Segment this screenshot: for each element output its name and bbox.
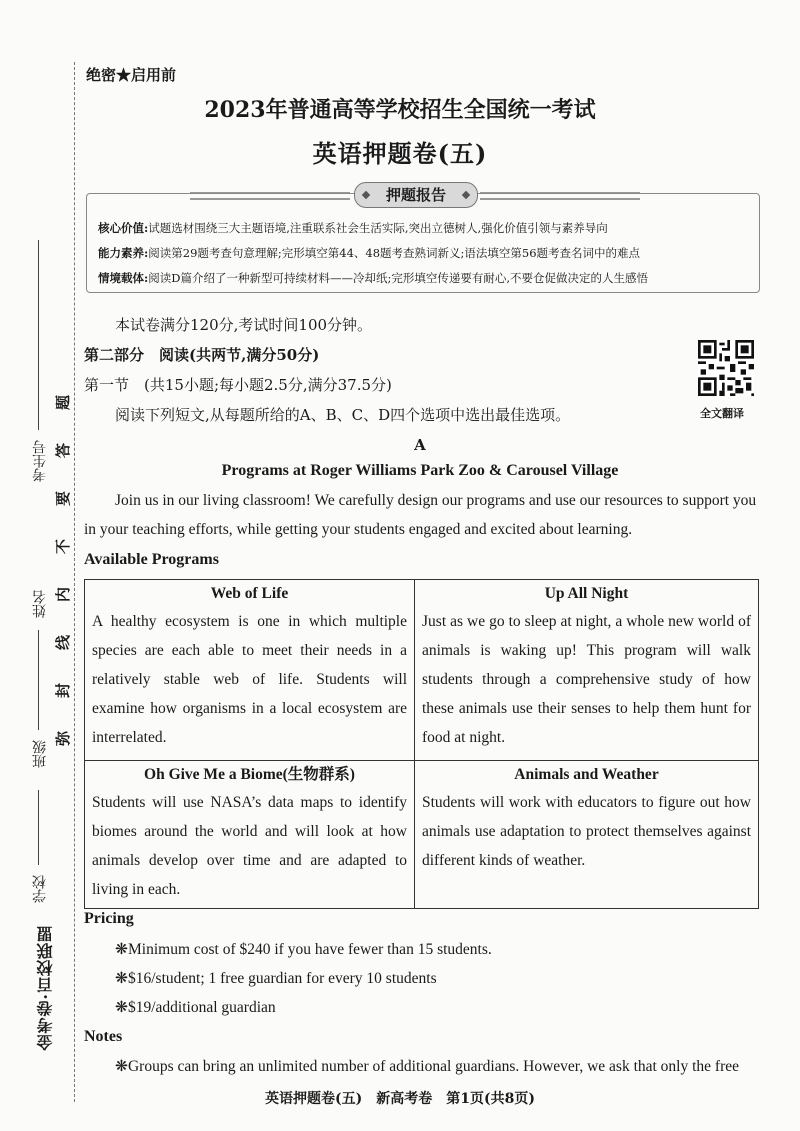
report-line-label: 能力素养: [98, 246, 149, 260]
warning-char: 不 [54, 538, 73, 555]
pricing-item: ❋$16/student; 1 free guardian for every 10 students [115, 970, 437, 987]
passage-title: Programs at Roger Williams Park Zoo & Carousel Village [221, 462, 619, 479]
program-cell [415, 761, 759, 909]
intro-line: Join us in our living classroom! We carefully design our programs and use our resources to support you [115, 492, 757, 509]
confidential-label: 绝密★启用前 [86, 66, 177, 84]
student-id-label: 考生号 [32, 440, 48, 482]
report-line [98, 270, 648, 286]
notes-heading: Notes [84, 1028, 123, 1045]
exam-title: 2023年普通高等学校招生全国统一考试 [204, 97, 596, 123]
student-id-blank [38, 240, 39, 430]
report-line-text: 试题选材围绕三大主题语境,注重联系社会生活实际,突出立德树人,强化价值引领与素养导向 [148, 221, 608, 235]
warning-char: 要 [54, 490, 73, 507]
exam-info: 本试卷满分120分,考试时间100分钟。 [115, 316, 373, 334]
instruction: 阅读下列短文,从每题所给的A、B、C、D四个选项中选出最佳选项。 [115, 406, 571, 424]
program-text: Students will work with educators to figure out how animals use adaptation to protect themselves against different kinds of weather. [422, 794, 751, 869]
pricing-item: ❋$19/additional guardian [115, 999, 276, 1016]
name-blank [38, 630, 39, 730]
report-line-text: 阅读第29题考查句意理解;完形填空第44、48题考查熟词新义;语法填空第56题考查名词中的难点 [148, 246, 641, 260]
qr-code-icon[interactable] [698, 340, 754, 396]
class-blank [38, 790, 39, 865]
program-title: Oh Give Me a Biome(生物群系) [144, 766, 355, 783]
qr-label: 全文翻译 [700, 407, 744, 420]
program-title: Up All Night [544, 585, 629, 602]
program-cell [415, 580, 759, 761]
warning-char: 内 [54, 586, 73, 603]
warning-char: 答 [54, 442, 73, 459]
pricing-heading: Pricing [84, 910, 134, 927]
intro-line: in your teaching efforts, while getting your students engaged and excited about learning. [84, 521, 633, 538]
section-heading: 第一节 (共15小题;每小题2.5分,满分37.5分) [84, 376, 392, 394]
binding-line [74, 62, 75, 1102]
brand-label: 金考卷·百校联盟 [36, 925, 55, 1051]
warning-char: 封 [54, 682, 73, 699]
school-label: 学校 [32, 875, 48, 903]
pricing-item: ❋Minimum cost of $240 if you have fewer than 15 students. [115, 941, 492, 958]
report-line-label: 核心价值: [98, 221, 149, 235]
warning-char: 题 [54, 394, 73, 411]
warning-char: 线 [54, 634, 73, 651]
notes-item: ❋Groups can bring an unlimited number of additional guardians. However, we ask that only the free [115, 1058, 740, 1075]
paper-title: 英语押题卷(五) [312, 139, 488, 168]
programs-table [84, 579, 759, 909]
programs-heading: Available Programs [84, 551, 219, 568]
program-title: Web of Life [210, 585, 289, 602]
report-line-label: 情境载体: [98, 271, 149, 285]
part-heading: 第二部分 阅读(共两节,满分50分) [84, 346, 320, 364]
class-label: 班级 [32, 740, 48, 768]
program-title: Animals and Weather [514, 766, 659, 783]
program-cell [85, 580, 415, 761]
program-cell [85, 761, 415, 909]
program-text: Students will use NASA’s data maps to identify biomes around the world and will look at how animals develop over time and are adapted to living in each. [92, 794, 407, 898]
program-text: Just as we go to sleep at night, a whole new world of animals is waking up! This program will walk students through a comprehensive study of how these animals use their senses to help them hunt for food at night. [422, 613, 751, 746]
report-line [98, 245, 640, 261]
report-line [98, 220, 608, 236]
report-line-text: 阅读D篇介绍了一种新型可持续材料——冷却纸;完形填空传递要有耐心,不要仓促做决定的人生感悟 [148, 271, 648, 285]
page-footer: 英语押题卷(五) 新高考卷 第1页(共8页) [265, 1091, 535, 1107]
table-row [85, 761, 759, 909]
name-label: 姓名 [32, 590, 48, 618]
table-row [85, 580, 759, 761]
report-tag: 押题报告 [354, 182, 478, 208]
program-text: A healthy ecosystem is one in which multiple species are each able to meet their needs in a relatively stable web of life. Students will examine how organisms in a local ecosystem are interrelated. [92, 613, 407, 746]
warning-char: 弥 [54, 730, 73, 747]
passage-letter: A [414, 436, 426, 454]
